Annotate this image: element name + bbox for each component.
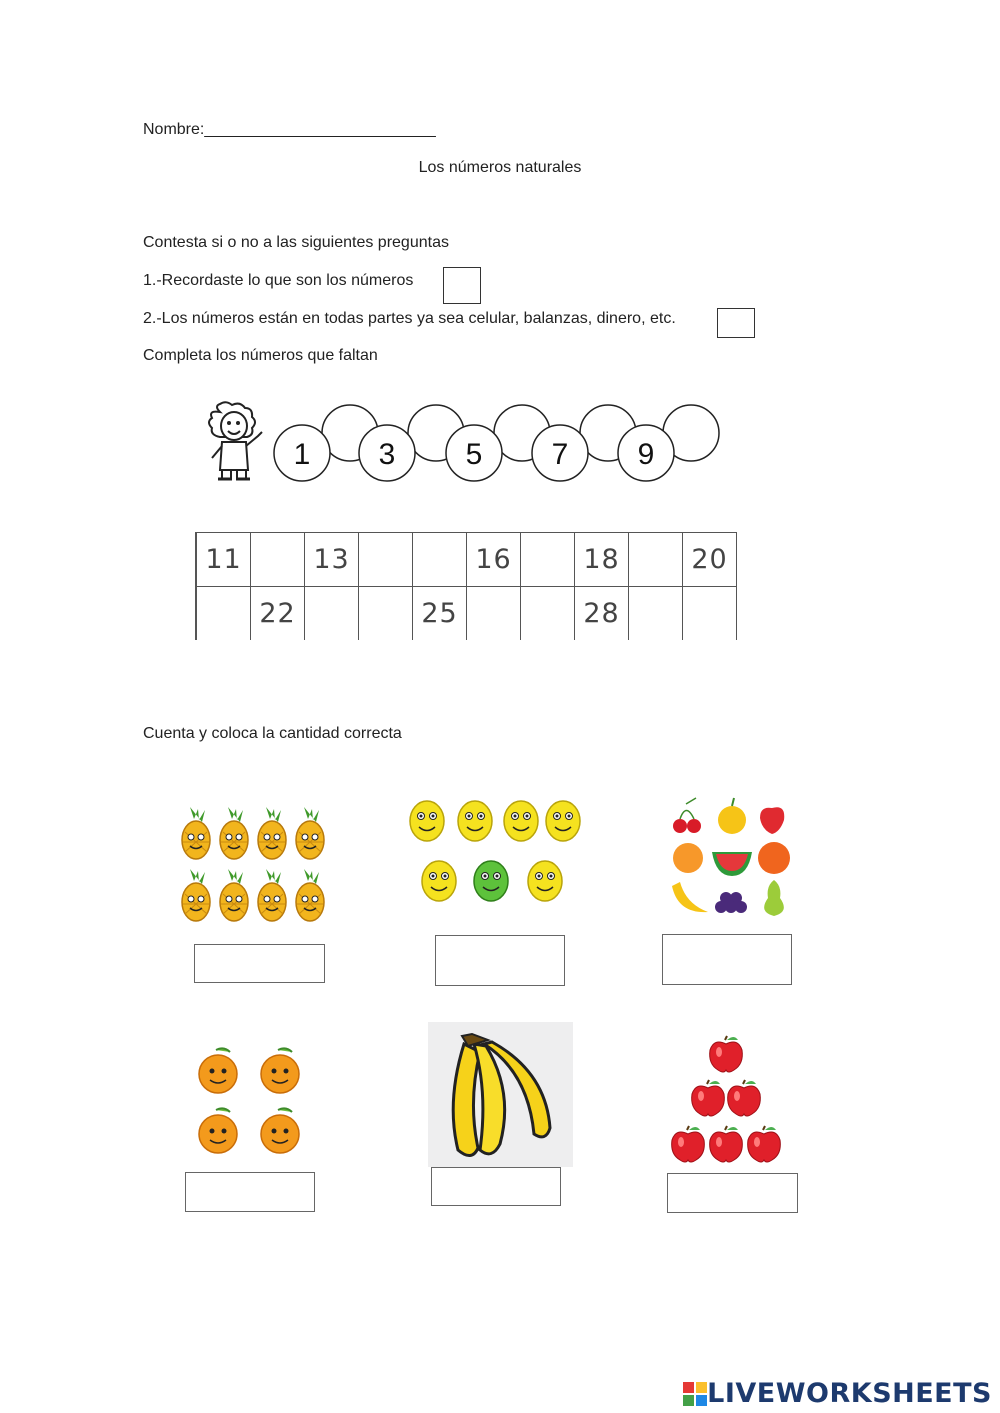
grid-cell: 25 <box>413 587 467 641</box>
oranges-image <box>190 1044 315 1169</box>
name-label: Nombre: <box>143 121 205 138</box>
pineapples-image <box>178 805 333 930</box>
sequence-number: 5 <box>465 438 483 471</box>
sequence-number: 7 <box>551 438 569 471</box>
grid-cell: 20 <box>683 533 737 587</box>
yes-no-instruction: Contesta si o no a las siguientes preguntas <box>143 234 449 251</box>
count-box-oranges[interactable] <box>185 1172 315 1212</box>
complete-numbers-instruction: Completa los números que faltan <box>143 347 378 364</box>
sequence-number: 1 <box>293 438 311 471</box>
grid-cell[interactable] <box>196 587 251 641</box>
count-box-apples[interactable] <box>667 1173 798 1213</box>
grid-cell[interactable] <box>683 587 737 641</box>
liveworksheets-logo <box>683 1378 992 1409</box>
question-1: 1.-Recordaste lo que son los números <box>143 272 414 289</box>
grid-cell[interactable] <box>359 533 413 587</box>
grid-cell[interactable] <box>521 587 575 641</box>
answer-box-question-2[interactable] <box>717 308 755 338</box>
grid-cell[interactable] <box>305 587 359 641</box>
grid-cell: 11 <box>196 533 251 587</box>
grid-cell: 18 <box>575 533 629 587</box>
grid-cell[interactable] <box>629 533 683 587</box>
count-box-pineapples[interactable] <box>194 944 325 983</box>
mixed-fruits-image <box>668 794 798 920</box>
answer-box-question-1[interactable] <box>443 267 481 304</box>
name-field <box>143 120 436 140</box>
grid-cell[interactable] <box>359 587 413 641</box>
logo-blocks-icon <box>683 1382 707 1406</box>
grid-cell: 22 <box>251 587 305 641</box>
lemons-image <box>405 795 585 915</box>
kid-character-icon <box>200 402 270 484</box>
grid-row <box>196 533 737 587</box>
grid-cell: 16 <box>467 533 521 587</box>
grid-cell[interactable] <box>251 533 305 587</box>
grid-cell[interactable] <box>521 533 575 587</box>
grid-row <box>196 587 737 641</box>
logo-text: LIVEWORKSHEETS <box>707 1378 992 1409</box>
grid-cell: 28 <box>575 587 629 641</box>
question-2: 2.-Los números están en todas partes ya sea celular, balanzas, dinero, etc. <box>143 310 676 327</box>
count-box-mixed-fruits[interactable] <box>662 934 792 985</box>
number-sequence <box>270 400 730 490</box>
grid-cell[interactable] <box>413 533 467 587</box>
grid-cell[interactable] <box>467 587 521 641</box>
apples-image <box>668 1034 784 1168</box>
count-instruction: Cuenta y coloca la cantidad correcta <box>143 725 402 742</box>
bananas-image <box>428 1022 573 1167</box>
count-box-lemons[interactable] <box>435 935 565 986</box>
page-title: Los números naturales <box>418 159 582 176</box>
name-line: __________________________ <box>204 121 436 138</box>
sequence-number: 9 <box>637 438 655 471</box>
count-box-bananas[interactable] <box>431 1167 561 1206</box>
grid-cell: 13 <box>305 533 359 587</box>
grid-cell[interactable] <box>629 587 683 641</box>
number-grid <box>195 532 737 640</box>
sequence-number: 3 <box>378 438 396 471</box>
